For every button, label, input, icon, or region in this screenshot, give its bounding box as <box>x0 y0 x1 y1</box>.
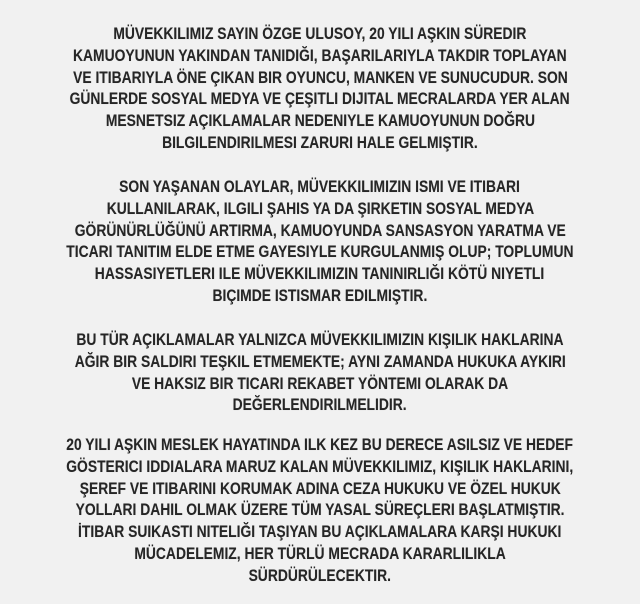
text-line-content: BILGILENDIRILMESI ZARURI HALE GELMIŞTIR. <box>162 133 478 152</box>
text-line <box>0 395 640 417</box>
text-line <box>0 566 640 588</box>
text-line <box>0 457 640 479</box>
text-line-content: SÜRDÜRÜLECEKTIR. <box>248 566 392 585</box>
text-line <box>0 221 640 243</box>
text-line <box>0 435 640 457</box>
text-line-content: ŞEREF VE ITIBARINI KORUMAK ADINA CEZA HUKUKU VE ÖZEL HUKUK <box>79 479 561 498</box>
text-line <box>0 264 640 286</box>
text-line-content: BU TÜR AÇIKLAMALAR YALNIZCA MÜVEKKILIMIZIN KIŞILIK HAKLARINA <box>76 331 564 349</box>
text-line-content: GÜNLERDE SOSYAL MEDYA VE ÇEŞITLI DIJITAL MECRALARDA YER ALAN <box>69 90 571 109</box>
text-line-content: VE HAKSIZ BIR TICARI REKABET YÖNTEMI OLARAK DA <box>131 374 509 393</box>
text-line-content: BIÇIMDE ISTISMAR EDILMIŞTIR. <box>212 286 428 305</box>
text-line <box>0 68 640 90</box>
text-line-content: GÖSTERICI IDDIALARA MARUZ KALAN MÜVEKKILIMIZ, KIŞILIK HAKLARINI, <box>66 457 574 476</box>
text-line <box>0 46 640 68</box>
text-line <box>0 352 640 374</box>
text-line <box>0 199 640 221</box>
text-line-content: AĞIR BIR SALDIRI TEŞKIL ETMEMEKTE; AYNI ZAMANDA HUKUKA AYKIRI <box>74 352 566 371</box>
text-line-content: DEĞERLENDIRILMELIDIR. <box>232 396 408 415</box>
text-line <box>0 522 640 544</box>
text-line-content: SON YAŞANAN OLAYLAR, MÜVEKKILIMIZIN ISMI VE ITIBARI <box>119 178 521 196</box>
text-line <box>0 133 640 155</box>
text-line-content: TICARI TANITIM ELDE ETME GAYESIYLE KURGULANMIŞ OLUP; TOPLUMUN <box>66 243 574 262</box>
text-line <box>0 500 640 522</box>
text-line <box>0 111 640 133</box>
paragraph-4 <box>0 435 640 588</box>
text-line <box>0 479 640 501</box>
text-line-content: KULLANILARAK, ILGILI ŞAHIS YA DA ŞIRKETIN SOSYAL MEDYA <box>106 199 534 218</box>
paragraph-3 <box>0 330 640 417</box>
text-line <box>0 242 640 264</box>
text-line-content: YOLLARI DAHIL OLMAK ÜZERE TÜM YASAL SÜREÇLERI BAŞLATMIŞTIR. <box>75 501 565 520</box>
text-line-content: MÜCADELEMIZ, HER TÜRLÜ MECRADA KARARLILIKLA <box>134 544 506 563</box>
text-line-content: 20 YILI AŞKIN MESLEK HAYATINDA ILK KEZ BU DERECE ASILSIZ VE HEDEF <box>66 436 574 454</box>
text-line <box>0 89 640 111</box>
text-line-content: GÖRÜNÜRLÜĞÜNÜ ARTIRMA, KAMUOYUNDA SANSASYON YARATMA VE <box>74 221 566 240</box>
text-line <box>0 177 640 199</box>
text-line-content: MESNETSIZ AÇIKLAMALAR NEDENIYLE KAMUOYUNUN DOĞRU <box>105 112 535 131</box>
text-line <box>0 374 640 396</box>
text-line <box>0 24 640 46</box>
text-line-content: VE ITIBARIYLA ÖNE ÇIKAN BIR OYUNCU, MANKEN VE SUNUCUDUR. SON <box>72 68 568 87</box>
paragraph-1 <box>0 24 640 155</box>
text-line-content: HASSASIYETLERI ILE MÜVEKKILIMIZIN TANINIRLIĞI KÖTÜ NIYETLI <box>95 265 545 284</box>
text-line-content: KAMUOYUNUN YAKINDAN TANIDIĞI, BAŞARILARIYLA TAKDIR TOPLAYAN <box>73 46 567 65</box>
text-line <box>0 330 640 352</box>
text-line <box>0 544 640 566</box>
text-line-content: MÜVEKKILIMIZ SAYIN ÖZGE ULUSOY, 20 YILI AŞKIN SÜREDIR <box>113 25 527 43</box>
paragraph-2 <box>0 177 640 308</box>
text-line <box>0 286 640 308</box>
text-line-content: İTIBAR SUIKASTI NITELIĞI TAŞIYAN BU AÇIKLAMALARA KARŞI HUKUKI <box>78 523 562 542</box>
